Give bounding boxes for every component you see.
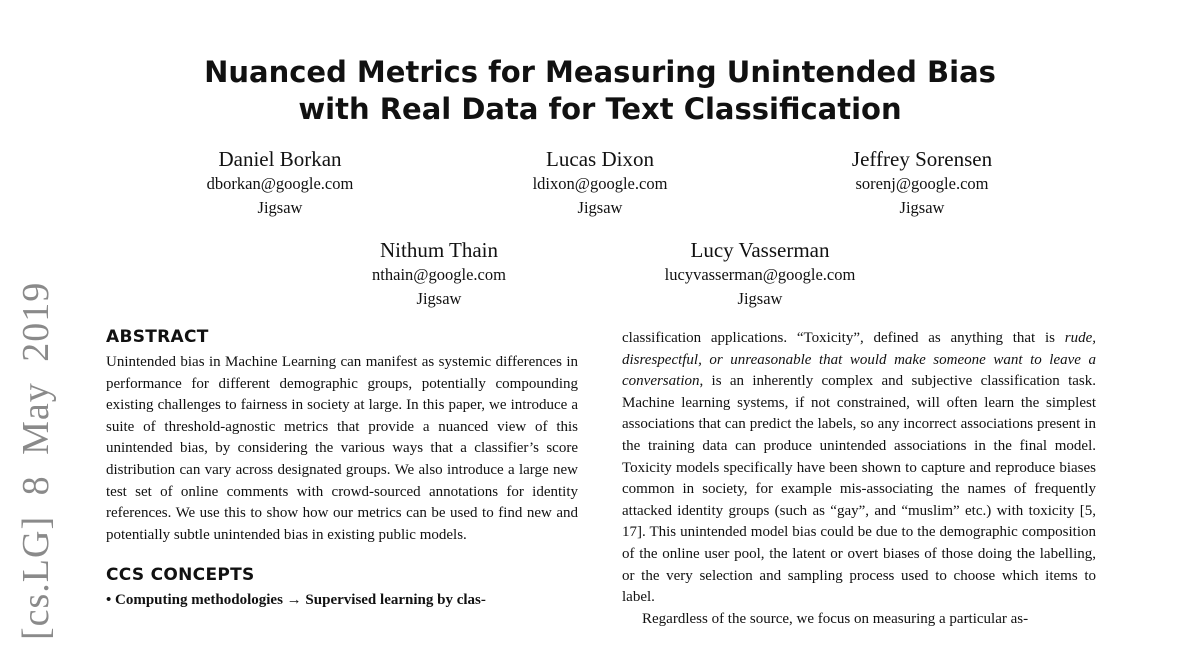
author-block bbox=[289, 237, 589, 311]
author-block bbox=[130, 146, 430, 220]
author-name: Jeffrey Sorensen bbox=[851, 147, 993, 171]
author-affiliation: Jigsaw bbox=[257, 198, 303, 217]
right-column bbox=[622, 328, 1096, 630]
author-email[interactable]: nthain@google.com bbox=[372, 265, 506, 284]
author-name: Nithum Thain bbox=[379, 238, 499, 262]
author-block bbox=[450, 146, 750, 220]
abstract-text: Unintended bias in Machine Learning can manifest as systemic differences in performance for different demographic groups, potentially compounding existing challenges to fairness in society at large. In this paper, we introduce a suite of threshold-agnostic metrics that provide a nuanced view of this unintended bias, by considering the various ways that a classifier’s score distribution can vary across designated groups. We also introduce a large new test set of online comments with crowd-sourced annotations for identity references. We use this to show how our metrics can be used to find new and potentially subtle unintended bias in existing public models. bbox=[106, 354, 578, 543]
abstract-heading: ABSTRACT bbox=[106, 327, 209, 347]
author-affiliation: Jigsaw bbox=[416, 289, 462, 308]
author-name: Lucas Dixon bbox=[546, 147, 654, 171]
author-affiliation: Jigsaw bbox=[899, 198, 945, 217]
intro-paragraph bbox=[622, 328, 1096, 609]
author-email[interactable]: sorenj@google.com bbox=[855, 174, 989, 193]
paper-title bbox=[0, 54, 1200, 128]
author-affiliation: Jigsaw bbox=[737, 289, 783, 308]
intro-paragraph-2: Regardless of the source, we focus on measuring a particular as- bbox=[642, 610, 1029, 627]
author-affiliation: Jigsaw bbox=[577, 198, 623, 217]
intro-italic-definition: rude, disrespectful, or unreasonable that would make someone want to leave a conversation bbox=[622, 330, 1096, 390]
author-name: Lucy Vasserman bbox=[690, 238, 830, 262]
left-column bbox=[106, 326, 578, 611]
author-email[interactable]: ldixon@google.com bbox=[532, 174, 668, 193]
author-email[interactable]: lucyvasserman@google.com bbox=[664, 265, 856, 284]
intro-text-start: classification applications. “Toxicity”, defined as anything that is bbox=[622, 330, 1065, 346]
ccs-heading: CCS CONCEPTS bbox=[106, 565, 255, 586]
author-email[interactable]: dborkan@google.com bbox=[206, 174, 354, 193]
intro-text-rest: , is an inherently complex and subjective classification task. Machine learning systems, if not constrained, will often learn the simplest associations that can predict the labels, so any incorrect associations present in the training data can produce unintended associations in the final model. Toxicity models specifically have been shown to capture and reproduce biases common in society, for example mis-associating the names of frequently attacked identity groups (such as “gay”, and “muslim” etc.) with toxicity [5, 17]. This unintended model bias could be due to the demographic composition of the online user pool, the latent or overt biases of those doing the labelling, or the very selection and sampling process used to choose which items to label. bbox=[622, 373, 1096, 606]
ccs-bullet: • Computing methodologies → Supervised learning by clas- bbox=[106, 592, 486, 609]
author-block bbox=[772, 146, 1072, 220]
title-line-1: Nuanced Metrics for Measuring Unintended Bias bbox=[204, 55, 996, 89]
author-block bbox=[610, 237, 910, 311]
author-name: Daniel Borkan bbox=[218, 147, 342, 171]
title-line-2: with Real Data for Text Classification bbox=[298, 92, 902, 126]
arxiv-stamp: [cs.LG] 8 May 2019 bbox=[15, 281, 57, 640]
